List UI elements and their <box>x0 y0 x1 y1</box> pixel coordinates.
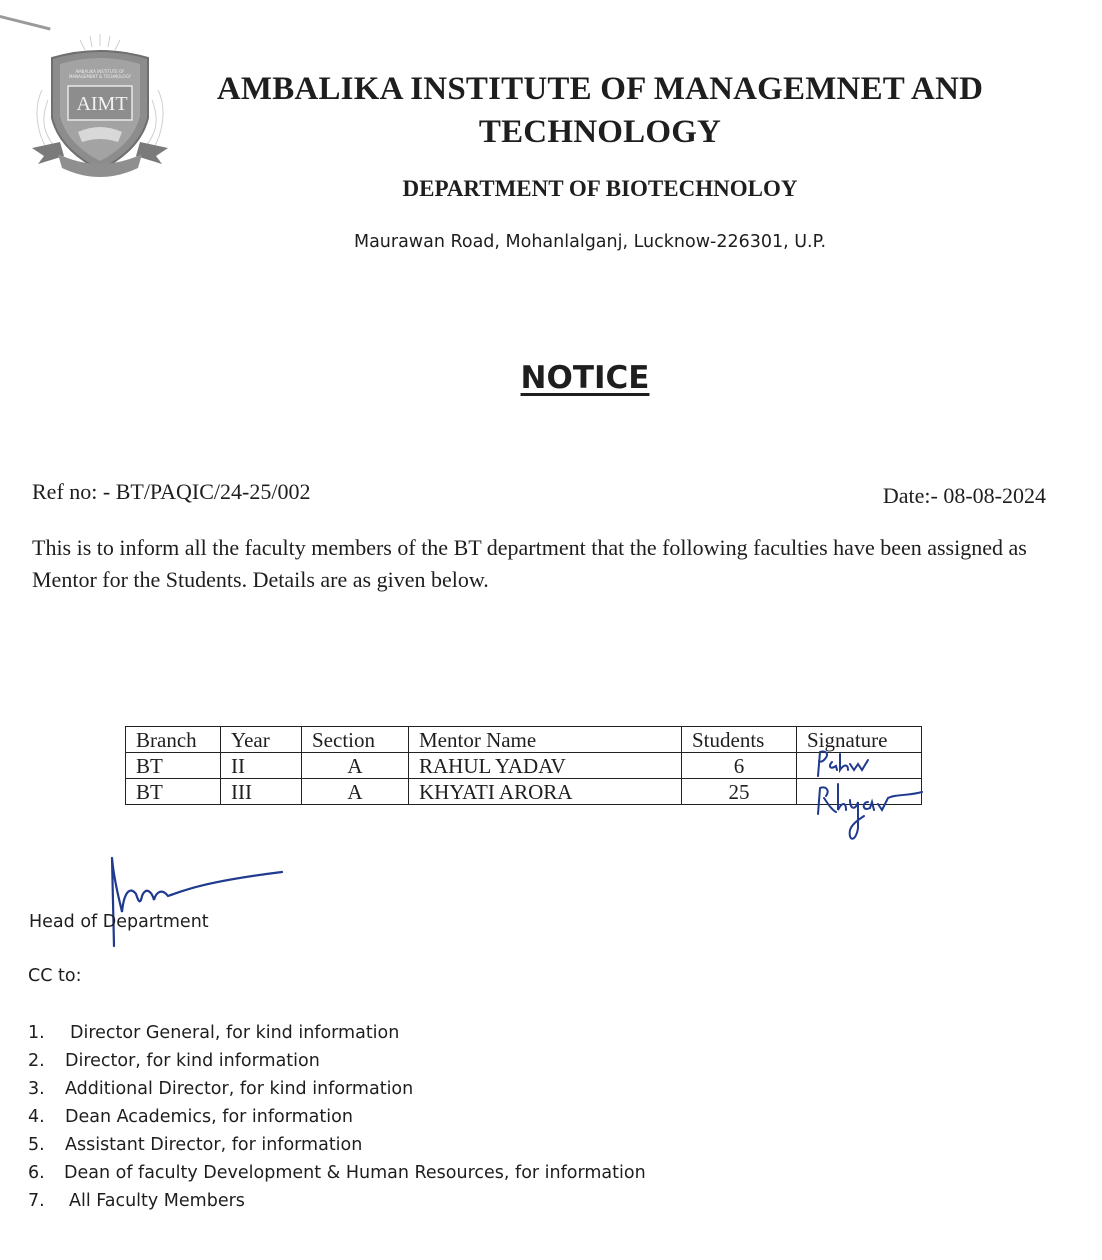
cc-item-text: All Faculty Members <box>69 1191 245 1211</box>
signature-khyati-arora <box>812 780 936 846</box>
cc-item-number: 2. <box>28 1051 45 1071</box>
cell-section: A <box>302 779 409 805</box>
cell-year: II <box>221 753 302 779</box>
cc-item <box>28 1103 646 1131</box>
department-name: DEPARTMENT OF BIOTECHNOLOY <box>402 176 798 201</box>
table-header-row <box>126 727 922 753</box>
notice-body: This is to inform all the faculty members of the BT department that the following faculties have been assigned as Mentor for the Students. Details are as given below. <box>32 535 1027 592</box>
head-of-department-label: Head of Department <box>29 912 209 932</box>
mentor-table <box>125 726 922 805</box>
signature-rahul-yadav <box>810 748 890 782</box>
header-section: Section <box>302 727 409 753</box>
table-row <box>126 779 922 805</box>
signature-head-of-department <box>100 852 290 952</box>
cc-item-text: Additional Director, for kind information <box>65 1079 414 1099</box>
cell-branch: BT <box>126 779 221 805</box>
cc-item-number: 6. <box>28 1163 45 1183</box>
cc-label: CC to: <box>28 966 82 986</box>
cc-item-number: 4. <box>28 1107 45 1127</box>
cc-item <box>28 1019 646 1047</box>
cell-mentor-name: KHYATI ARORA <box>409 779 682 805</box>
notice-heading: NOTICE <box>520 360 650 396</box>
logo-text: AIMT <box>76 93 128 115</box>
cc-item-text: Assistant Director, for information <box>65 1135 363 1155</box>
cc-item-text: Dean of faculty Development & Human Resources, for information <box>64 1163 646 1183</box>
header-signature: Signature <box>797 727 922 753</box>
cell-students: 25 <box>682 779 797 805</box>
header-year: Year <box>221 727 302 753</box>
cell-mentor-name: RAHUL YADAV <box>409 753 682 779</box>
cc-list <box>28 1019 646 1215</box>
cc-item-number: 1. <box>28 1023 45 1043</box>
institute-title-line1: AMBALIKA INSTITUTE OF MANAGEMNET AND <box>216 71 984 107</box>
cc-item <box>28 1187 646 1215</box>
cc-item-number: 5. <box>28 1135 45 1155</box>
cc-item-text: Director General, for kind information <box>70 1023 400 1043</box>
header-branch: Branch <box>126 727 221 753</box>
cc-item <box>28 1075 646 1103</box>
header-students: Students <box>682 727 797 753</box>
cell-students: 6 <box>682 753 797 779</box>
notice-date: Date:- 08-08-2024 <box>882 483 1046 508</box>
cc-item-text: Dean Academics, for information <box>65 1107 353 1127</box>
logo-small-text: AMBALIKA INSTITUTE OF MANAGEMENT & TECHNOLOGY <box>68 69 132 79</box>
cell-branch: BT <box>126 753 221 779</box>
institute-logo <box>30 30 170 185</box>
cc-item <box>28 1159 646 1187</box>
scan-mark <box>0 14 51 30</box>
cc-item-number: 7. <box>28 1191 45 1211</box>
cc-item-text: Director, for kind information <box>65 1051 320 1071</box>
cell-year: III <box>221 779 302 805</box>
reference-number: Ref no: - BT/PAQIC/24-25/002 <box>32 479 311 504</box>
cc-item-number: 3. <box>28 1079 45 1099</box>
table-row <box>126 753 922 779</box>
cc-item <box>28 1131 646 1159</box>
institute-title-line2: TECHNOLOGY <box>478 114 722 150</box>
cell-section: A <box>302 753 409 779</box>
cc-item <box>28 1047 646 1075</box>
header-mentor-name: Mentor Name <box>409 727 682 753</box>
institute-address: Maurawan Road, Mohanlalganj, Lucknow-226301, U.P. <box>353 232 827 252</box>
